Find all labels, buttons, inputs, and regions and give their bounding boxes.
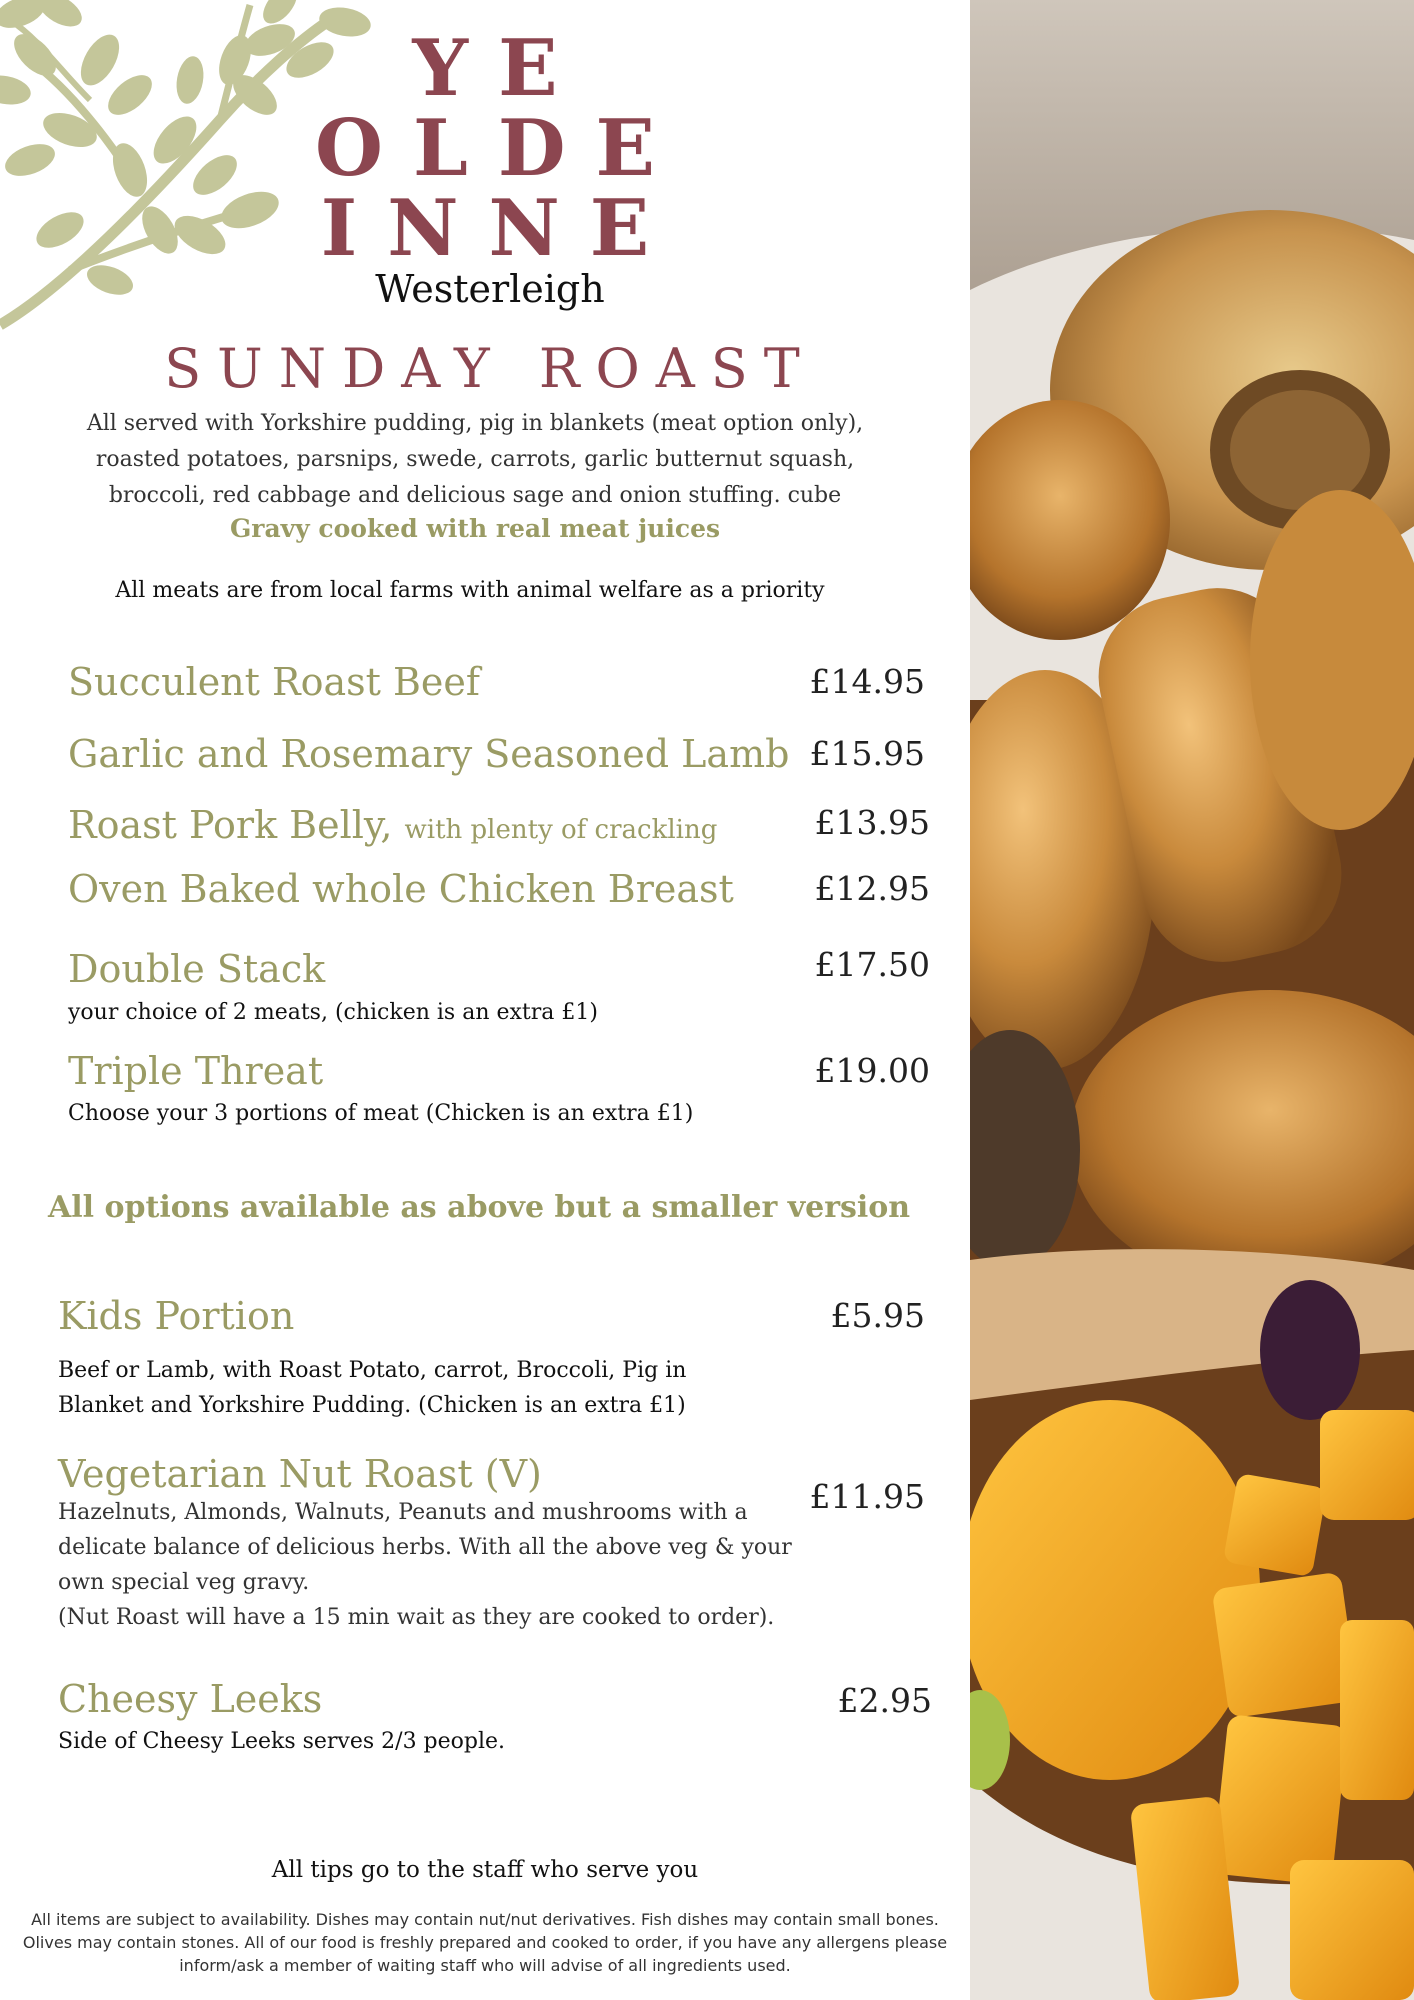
item-description bbox=[58, 1495, 792, 1635]
item-price: £11.95 bbox=[809, 1477, 925, 1516]
tips-note: All tips go to the staff who serve you bbox=[271, 1857, 699, 1883]
item-name: Kids Portion bbox=[58, 1294, 295, 1338]
desc-line: Blanket and Yorkshire Pudding. (Chicken is an extra £1) bbox=[58, 1393, 686, 1418]
intro-line: roasted potatoes, parsnips, swede, carrots, garlic butternut squash, bbox=[95, 447, 855, 472]
item-description: Side of Cheesy Leeks serves 2/3 people. bbox=[58, 1729, 506, 1754]
item-price: £13.95 bbox=[814, 803, 930, 842]
item-price: £12.95 bbox=[814, 869, 930, 908]
smaller-version-note: All options available as above but a smaller version bbox=[48, 1190, 911, 1225]
roast-dinner-photo bbox=[970, 0, 1414, 2000]
item-description bbox=[58, 1353, 686, 1423]
item-price: £15.95 bbox=[809, 734, 925, 773]
item-price: £19.00 bbox=[814, 1051, 930, 1090]
item-name: Cheesy Leeks bbox=[58, 1677, 323, 1721]
desc-line: Hazelnuts, Almonds, Walnuts, Peanuts and mushrooms with a bbox=[58, 1500, 748, 1525]
item-name: Garlic and Rosemary Seasoned Lamb bbox=[68, 732, 790, 776]
item-price: £14.95 bbox=[809, 662, 925, 701]
item-price: £17.50 bbox=[814, 945, 930, 984]
item-price: £2.95 bbox=[837, 1681, 932, 1720]
desc-line: delicate balance of delicious herbs. With all the above veg & your bbox=[58, 1535, 792, 1560]
item-description: your choice of 2 meats, (chicken is an extra £1) bbox=[68, 1000, 598, 1025]
gravy-note: Gravy cooked with real meat juices bbox=[229, 514, 721, 543]
title-line-1: YE bbox=[412, 23, 588, 114]
item-name: Double Stack bbox=[68, 947, 326, 991]
desc-line: Beef or Lamb, with Roast Potato, carrot, Broccoli, Pig in bbox=[58, 1358, 687, 1383]
location-subtitle: Westerleigh bbox=[375, 267, 605, 311]
farms-note: All meats are from local farms with animal welfare as a priority bbox=[115, 578, 825, 603]
allergen-disclaimer bbox=[8, 1908, 962, 1977]
desc-line: (Nut Roast will have a 15 min wait as they are cooked to order). bbox=[58, 1605, 775, 1630]
menu-heading: SUNDAY ROAST bbox=[164, 337, 816, 400]
intro-line: All served with Yorkshire pudding, pig in blankets (meat option only), bbox=[86, 411, 864, 436]
disclaimer-line: inform/ask a member of waiting staff who will advise of all ingredients used. bbox=[179, 1956, 791, 1975]
item-description: Choose your 3 portions of meat (Chicken is an extra £1) bbox=[68, 1101, 694, 1126]
item-name-row bbox=[68, 803, 718, 847]
item-name: Triple Threat bbox=[68, 1049, 324, 1093]
item-name: Vegetarian Nut Roast (V) bbox=[58, 1452, 542, 1496]
item-name: Roast Pork Belly, bbox=[68, 803, 393, 847]
disclaimer-line: Olives may contain stones. All of our food is freshly prepared and cooked to order, if you have any allergens please bbox=[22, 1933, 948, 1952]
disclaimer-line: All items are subject to availability. Dishes may contain nut/nut derivatives. Fish dishes may contain small bones. bbox=[31, 1910, 939, 1929]
item-price: £5.95 bbox=[830, 1296, 925, 1335]
title-line-2: OLDE bbox=[315, 103, 685, 194]
item-name: Succulent Roast Beef bbox=[68, 660, 480, 704]
intro-line: broccoli, red cabbage and delicious sage and onion stuffing. cube bbox=[108, 483, 842, 508]
intro-text bbox=[60, 406, 890, 514]
item-note: with plenty of crackling bbox=[404, 815, 718, 845]
title-line-3: INNE bbox=[320, 183, 680, 274]
desc-line: own special veg gravy. bbox=[58, 1570, 310, 1595]
item-name: Oven Baked whole Chicken Breast bbox=[68, 867, 734, 911]
